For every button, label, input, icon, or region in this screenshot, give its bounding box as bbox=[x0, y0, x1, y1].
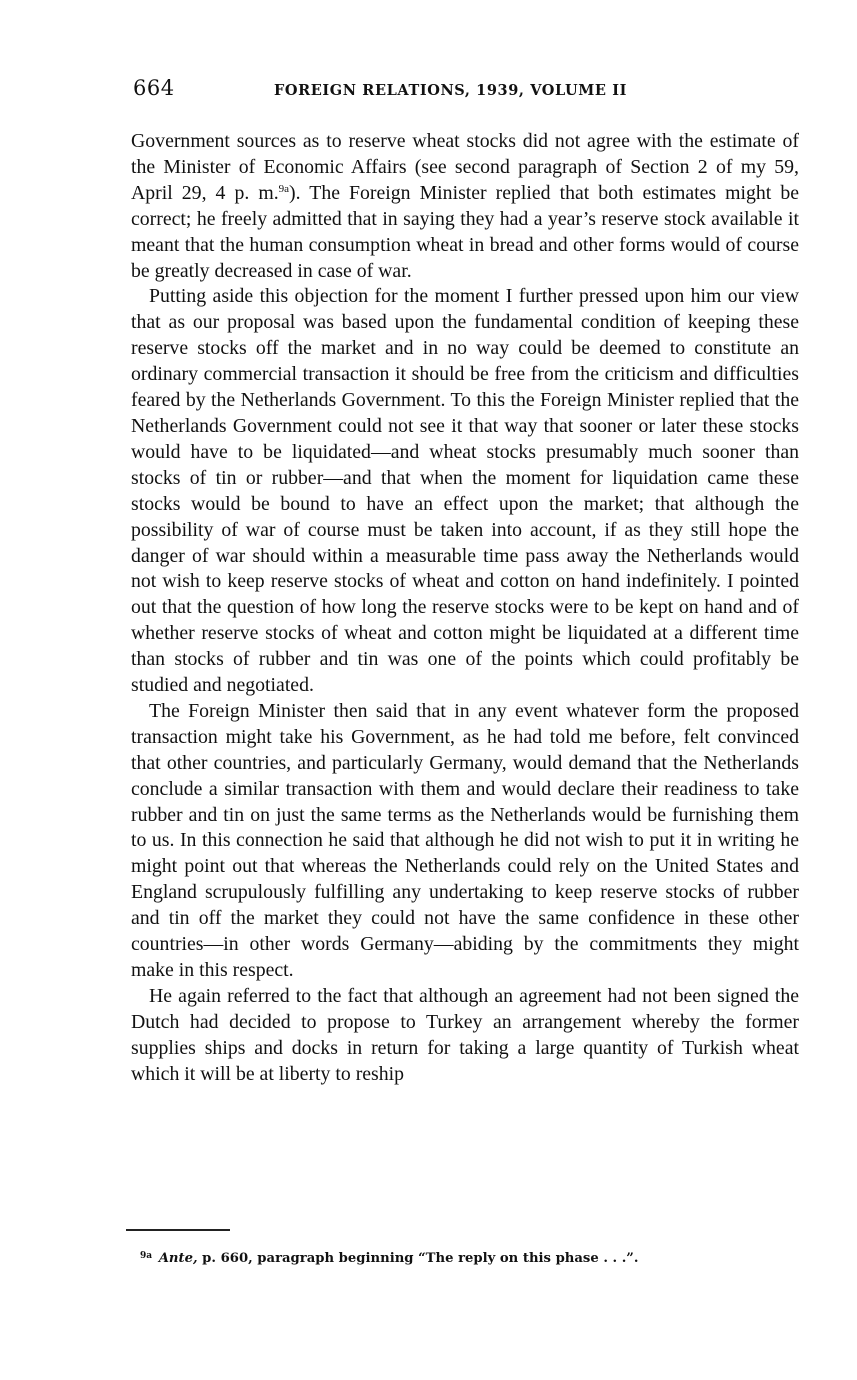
footnote-italic-text: Ante, bbox=[158, 1251, 198, 1266]
footnote bbox=[140, 1246, 780, 1269]
running-head: FOREIGN RELATIONS, 1939, VOLUME II bbox=[274, 82, 628, 99]
paragraph-1-part-b: ). The Foreign Minister replied that both estimates might be correct; he freely admitted that in saying they had a year’s reserve stock available it meant that the human consumption wheat in bread and other forms would of course be greatly decreased in case of war. bbox=[131, 181, 799, 282]
paragraph-1-part-a: Government sources as to reserve wheat stocks did not agree with the estimate of the Minister of Economic Affairs (see second paragraph of Section 2 of my 59, April 29, 4 p. m. bbox=[131, 130, 799, 204]
paragraph-1 bbox=[131, 129, 799, 284]
footnote-mark: 9a bbox=[140, 1251, 153, 1261]
footnote-text: p. 660, paragraph beginning “The reply on this phase . . .”. bbox=[197, 1251, 639, 1266]
body-text bbox=[131, 129, 799, 1088]
footnote-rule bbox=[126, 1229, 230, 1231]
paragraph-3: The Foreign Minister then said that in any event whatever form the proposed transaction might take his Government, as he had told me before, felt convinced that other countries, and particularly Germany, would demand that the Netherlands conclude a similar transaction with them and would declare their readiness to take rubber and tin on just the same terms as the Netherlands would be furnishing them to us. In this connection he said that although he did not wish to put it in writing he might point out that whereas the Netherlands could rely on the United States and England scrupulously fulfilling any undertaking to keep reserve stocks of rubber and tin off the market they could not have the same confidence in these other countries—in other words Germany—abiding by the commitments they might make in this respect. bbox=[131, 699, 799, 981]
footnote-reference: 9a bbox=[278, 182, 290, 195]
page-header bbox=[133, 76, 663, 106]
paragraph-2: Putting aside this objection for the moment I further pressed upon him our view that as our proposal was based upon the fundamental condition of keeping these reserve stocks off the market and in no way could be deemed to constitute an ordinary commercial transaction it should be free from the criticism and difficulties feared by the Netherlands Government. To this the Foreign Minister replied that the Netherlands Government could not see it that way that sooner or later these stocks would have to be liquidated—and wheat stocks presumably much sooner than stocks of tin or rubber—and that when the moment for liquidation came these stocks would be bound to have an effect upon the market; that although the possibility of war of course must be taken into account, if as they still hope the danger of war should within a measurable time pass away the Netherlands would not wish to keep reserve stocks of wheat and cotton on hand indefinitely. I pointed out that the question of how long the reserve stocks were to be kept on hand and of whether reserve stocks of wheat and cotton might be liquidated at a different time than stocks of rubber and tin was one of the points which could profitably be studied and negotiated. bbox=[131, 285, 799, 697]
paragraph-4: He again referred to the fact that although an agreement had not been signed the Dutch had decided to propose to Turkey an arrangement whereby the former supplies ships and docks in return for taking a large quantity of Turkish wheat which it will be at liberty to reship bbox=[131, 984, 799, 1085]
page-number: 664 bbox=[133, 76, 175, 100]
